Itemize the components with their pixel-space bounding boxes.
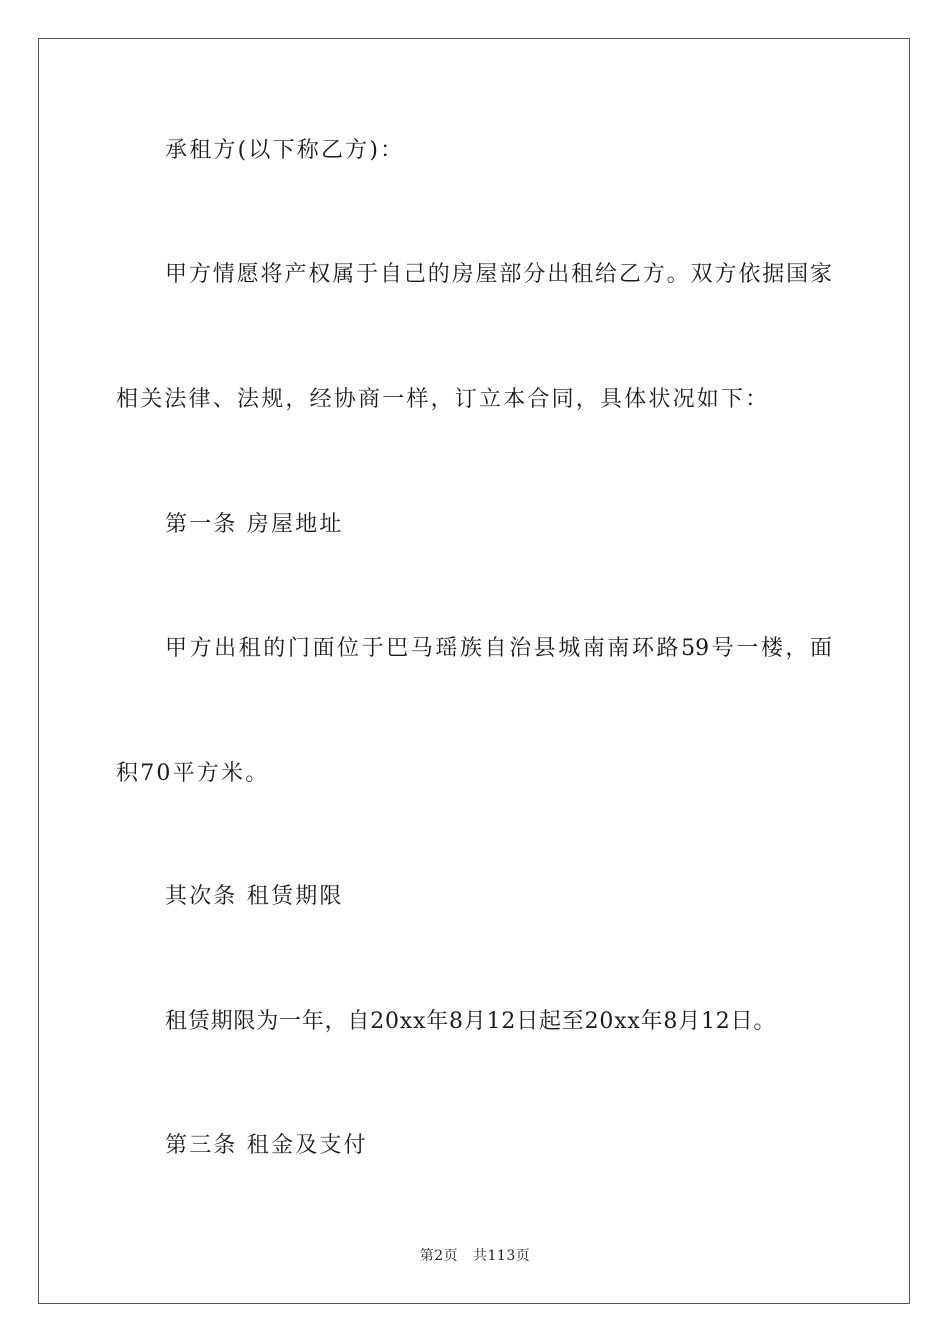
total-pages: 共113页 bbox=[473, 1248, 531, 1264]
article-1-text-line-1: 甲方出租的门面位于巴马瑶族自治县城南南环路59号一楼，面 bbox=[165, 636, 832, 661]
intro-paragraph-line-2: 相关法律、法规，经协商一样，订立本合同，具体状况如下： bbox=[116, 387, 770, 412]
page-footer bbox=[0, 1246, 950, 1266]
intro-paragraph-line-1: 甲方情愿将产权属于自己的房屋部分出租给乙方。双方依据国家 bbox=[165, 262, 832, 287]
article-1-heading: 第一条 房屋地址 bbox=[165, 512, 344, 537]
page-border bbox=[38, 38, 910, 1304]
tenant-line: 承租方(以下称乙方)： bbox=[165, 138, 405, 163]
article-1-text-line-2: 积70平方米。 bbox=[116, 761, 270, 786]
article-2-heading: 其次条 租赁期限 bbox=[165, 884, 344, 909]
article-3-heading: 第三条 租金及支付 bbox=[165, 1133, 368, 1158]
page-number: 第2页 bbox=[419, 1248, 459, 1264]
article-2-text: 租赁期限为一年，自20xx年8月12日起至20xx年8月12日。 bbox=[165, 1009, 777, 1034]
